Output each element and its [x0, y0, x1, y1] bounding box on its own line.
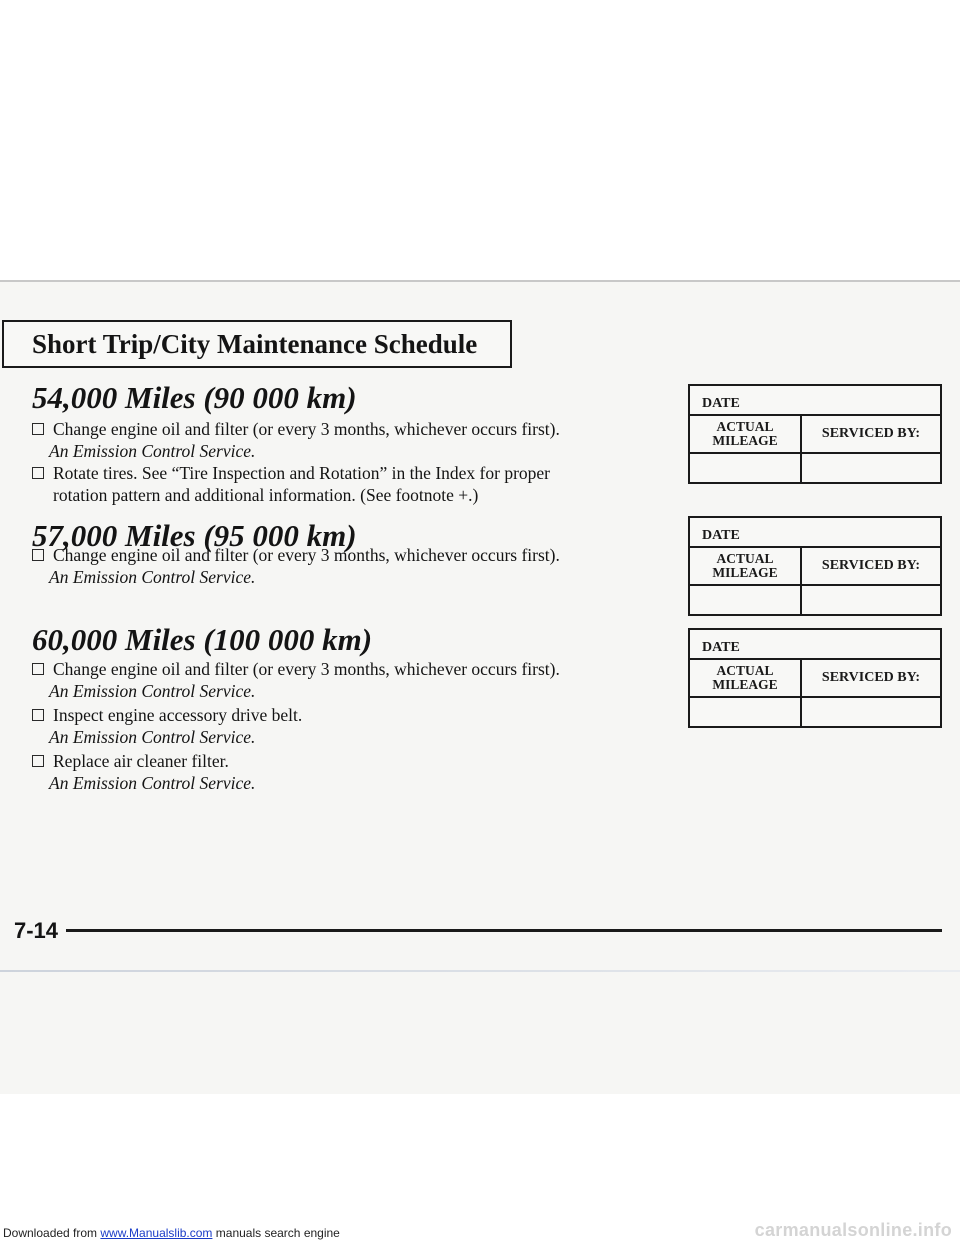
manualslib-link[interactable]: www.Manualslib.com [100, 1226, 213, 1240]
item-note: An Emission Control Service. [49, 773, 256, 793]
date-label: DATE [702, 640, 740, 655]
footer-suffix: manuals search engine [212, 1226, 340, 1240]
watermark-logo: carmanualsonline.info [754, 1220, 952, 1240]
item-text-continued: rotation pattern and additional information. (See footnote +.) [53, 485, 479, 505]
sheet-top-edge [0, 280, 960, 282]
date-row[interactable] [690, 518, 940, 548]
item-note: An Emission Control Service. [49, 727, 256, 747]
item-note: An Emission Control Service. [49, 681, 256, 701]
serviced-by-label: SERVICED BY: [821, 670, 921, 685]
date-label: DATE [702, 528, 740, 543]
item-note: An Emission Control Service. [49, 567, 256, 587]
actual-mileage-cell[interactable] [690, 698, 802, 726]
checklist-item [32, 418, 560, 462]
date-row[interactable] [690, 386, 940, 416]
item-text: Replace air cleaner filter. [53, 751, 229, 771]
actual-mileage-label: ACTUAL MILEAGE [690, 416, 802, 452]
serviced-by-label: SERVICED BY: [821, 558, 921, 573]
checkbox-icon[interactable] [32, 423, 44, 435]
checkbox-icon[interactable] [32, 663, 44, 675]
actual-mileage-cell[interactable] [690, 586, 802, 614]
actual-mileage-label: ACTUAL MILEAGE [690, 660, 802, 696]
service-record-table [688, 628, 942, 728]
checklist-item [32, 544, 560, 588]
schedule-title-box [2, 320, 512, 368]
page-number: 7-14 [14, 918, 59, 943]
checkbox-icon[interactable] [32, 709, 44, 721]
entry-row [690, 454, 940, 482]
entry-row [690, 586, 940, 614]
section-heading-57000: 57,000 Miles (95 000 km) [32, 518, 357, 553]
section-heading-54000: 54,000 Miles (90 000 km) [32, 380, 357, 415]
header-row [690, 548, 940, 586]
checklist-item [32, 704, 302, 748]
footer-prefix: Downloaded from [3, 1226, 101, 1240]
checklist-item [32, 462, 550, 506]
actual-mileage-cell[interactable] [690, 454, 802, 482]
item-text: Change engine oil and filter (or every 3 months, whichever occurs first). [53, 659, 560, 679]
sheet-bottom-edge [0, 970, 960, 972]
section-heading-60000: 60,000 Miles (100 000 km) [32, 622, 373, 657]
header-row [690, 416, 940, 454]
serviced-by-cell[interactable] [802, 454, 940, 482]
serviced-by-cell[interactable] [802, 698, 940, 726]
item-note: An Emission Control Service. [49, 441, 256, 461]
checkbox-icon[interactable] [32, 549, 44, 561]
service-record-table [688, 516, 942, 616]
actual-mileage-label: ACTUAL MILEAGE [690, 548, 802, 584]
schedule-title: Short Trip/City Maintenance Schedule [32, 328, 478, 359]
checkbox-icon[interactable] [32, 755, 44, 767]
serviced-by-label: SERVICED BY: [821, 426, 921, 441]
checklist-item [32, 750, 255, 794]
footer-rule [66, 929, 942, 932]
item-text: Change engine oil and filter (or every 3 months, whichever occurs first). [53, 545, 560, 565]
date-row[interactable] [690, 630, 940, 660]
service-record-table [688, 384, 942, 484]
item-text: Inspect engine accessory drive belt. [53, 705, 303, 725]
date-label: DATE [702, 396, 740, 411]
header-row [690, 660, 940, 698]
item-text: Change engine oil and filter (or every 3 months, whichever occurs first). [53, 419, 560, 439]
download-footer [3, 1226, 340, 1240]
checklist-item [32, 658, 560, 702]
serviced-by-cell[interactable] [802, 586, 940, 614]
checkbox-icon[interactable] [32, 467, 44, 479]
item-text: Rotate tires. See “Tire Inspection and Rotation” in the Index for proper [53, 463, 550, 483]
entry-row [690, 698, 940, 726]
